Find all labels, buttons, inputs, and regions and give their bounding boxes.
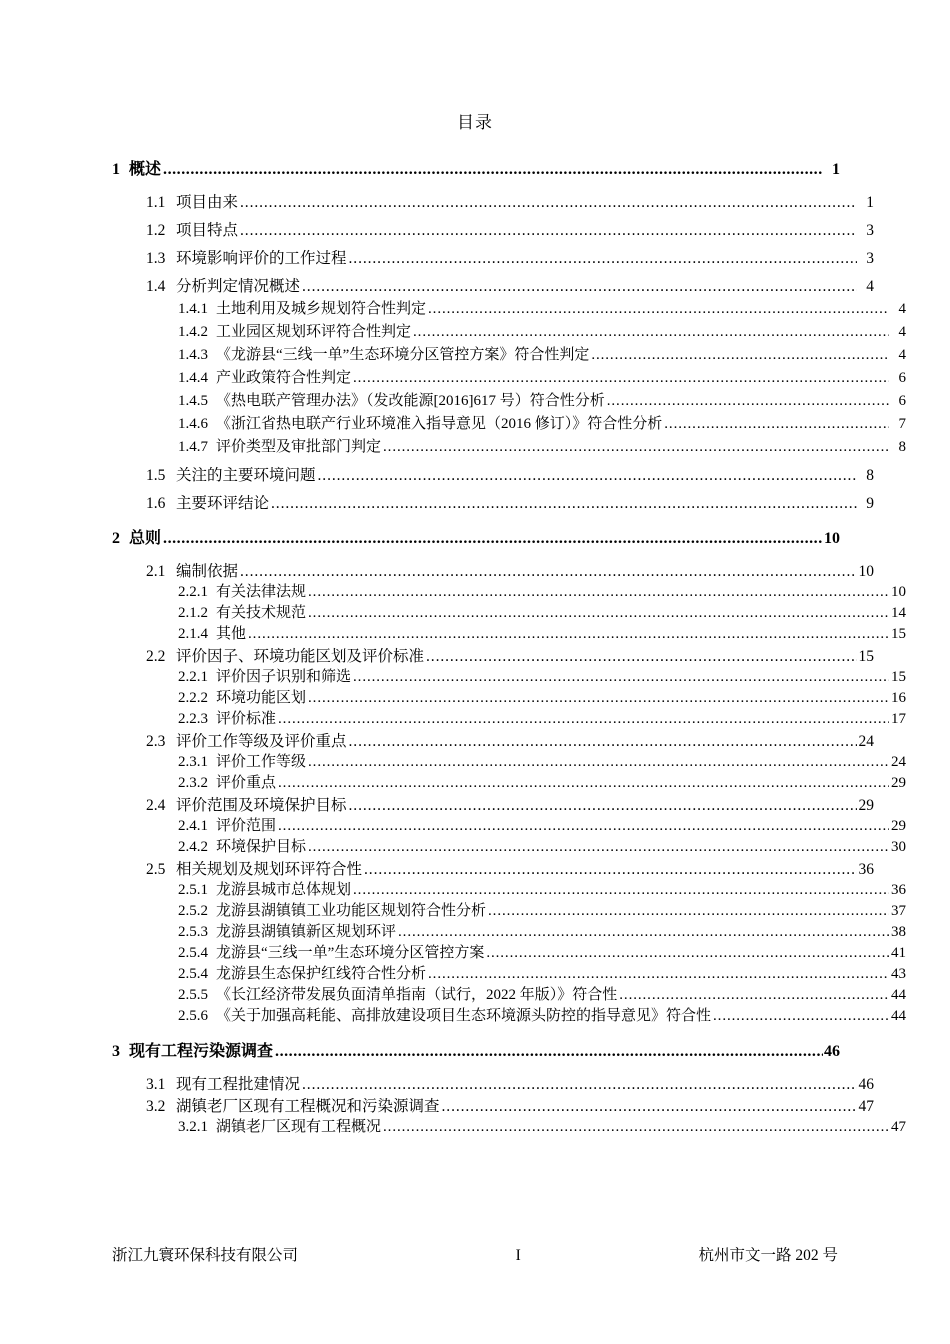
table-of-contents [112, 146, 906, 1135]
toc-entry-page-number: 3 [866, 221, 874, 239]
toc-entry-level-3[interactable] [178, 434, 906, 455]
toc-entry-level-3[interactable] [178, 342, 906, 363]
toc-leader-dots [271, 496, 857, 512]
toc-leader-dots [163, 162, 823, 178]
toc-leader-dots [428, 967, 889, 982]
toc-entry-level-3[interactable] [178, 834, 906, 855]
toc-entry-number: 1.4.5 [178, 393, 208, 409]
toc-entry-page-number: 6 [898, 370, 906, 386]
toc-leader-dots [486, 946, 889, 961]
toc-entry-level-3[interactable] [178, 940, 906, 961]
toc-entry-page-number: 47 [858, 1097, 874, 1115]
toc-entry-level-3[interactable] [178, 877, 906, 898]
toc-entry-number: 3 [112, 1043, 120, 1060]
toc-entry-page-number: 4 [866, 277, 874, 295]
toc-entry-label: 《龙游县“三线一单”生态环境分区管控方案》符合性判定 [216, 347, 590, 363]
toc-entry-label: 评价因子识别和筛选 [216, 669, 352, 685]
toc-entry-label: 项目特点 [176, 221, 239, 239]
footer-company-name: 浙江九寰环保科技有限公司 [112, 1247, 299, 1264]
toc-entry-label: 《关于加强高耗能、高排放建设项目生态环境源头防控的指导意见》符合性 [216, 1008, 712, 1024]
toc-entry-number: 1.4.1 [178, 301, 208, 317]
toc-entry-page-number: 1 [832, 161, 840, 178]
toc-entry-label: 评价工作等级 [216, 754, 307, 770]
toc-entry-label: 评价标准 [216, 711, 277, 727]
toc-leader-dots [364, 862, 857, 878]
toc-leader-dots [275, 1044, 823, 1060]
toc-entry-level-3[interactable] [178, 1003, 906, 1024]
toc-entry-number: 1.4 [146, 277, 166, 295]
toc-entry-page-number: 4 [898, 324, 906, 340]
toc-entry-number: 2.3.2 [178, 775, 208, 791]
toc-entry-label: 有关法律法规 [216, 584, 307, 600]
toc-entry-number: 1.2 [146, 221, 166, 239]
toc-entry-label: 龙游县城市总体规划 [216, 882, 352, 898]
toc-entry-number: 1.3 [146, 249, 166, 267]
toc-leader-dots [318, 468, 857, 484]
toc-leader-dots [398, 925, 889, 940]
toc-entry-level-2[interactable] [146, 272, 874, 294]
toc-entry-level-1[interactable] [112, 156, 840, 178]
toc-entry-label: 《长江经济带发展负面清单指南（试行，2022 年版）》符合性 [216, 987, 618, 1003]
toc-entry-page-number: 17 [891, 711, 906, 727]
toc-entry-number: 3.1 [146, 1075, 166, 1093]
toc-entry-label: 评价工作等级及评价重点 [176, 732, 347, 750]
toc-entry-page-number: 36 [891, 882, 906, 898]
toc-entry-page-number: 10 [891, 584, 906, 600]
toc-entry-page-number: 43 [891, 966, 906, 982]
toc-entry-number: 1.4.4 [178, 370, 208, 386]
toc-leader-dots [308, 755, 889, 770]
toc-entry-label: 《浙江省热电联产行业环境准入指导意见（2016 修订）》符合性分析 [216, 416, 663, 432]
toc-entry-label: 现有工程污染源调查 [129, 1043, 274, 1060]
toc-entry-label: 其他 [216, 626, 247, 642]
toc-entry-number: 2.2.2 [178, 690, 208, 706]
toc-entry-level-2[interactable] [146, 557, 874, 579]
toc-leader-dots [349, 251, 857, 267]
toc-entry-number: 2.2.1 [178, 669, 208, 685]
toc-entry-page-number: 44 [891, 1008, 906, 1024]
toc-entry-level-2[interactable] [146, 855, 874, 877]
toc-entry-page-number: 10 [824, 530, 840, 547]
toc-leader-dots [248, 627, 889, 642]
toc-entry-number: 2.5.1 [178, 882, 208, 898]
toc-entry-number: 1.4.2 [178, 324, 208, 340]
toc-entry-label: 相关规划及规划环评符合性 [176, 860, 363, 878]
toc-entry-level-3[interactable] [178, 365, 906, 386]
toc-entry-number: 1 [112, 161, 120, 178]
toc-leader-dots [278, 776, 889, 791]
toc-entry-page-number: 46 [858, 1075, 874, 1093]
toc-entry-label: 项目由来 [176, 193, 239, 211]
toc-entry-page-number: 29 [858, 796, 874, 814]
toc-entry-number: 2.4 [146, 796, 166, 814]
toc-entry-number: 2 [112, 530, 120, 547]
toc-leader-dots [383, 1120, 889, 1135]
toc-entry-page-number: 36 [858, 860, 874, 878]
toc-entry-page-number: 4 [898, 347, 906, 363]
toc-entry-page-number: 29 [891, 775, 906, 791]
toc-entry-level-3[interactable] [178, 813, 906, 834]
toc-entry-page-number: 15 [891, 669, 906, 685]
toc-entry-number: 2.3.1 [178, 754, 208, 770]
toc-entry-number: 2.2.1 [178, 584, 208, 600]
toc-leader-dots [488, 904, 889, 919]
toc-entry-page-number: 47 [891, 1119, 906, 1135]
toc-entry-level-2[interactable] [146, 1092, 874, 1114]
toc-entry-number: 3.2.1 [178, 1119, 208, 1135]
toc-entry-level-3[interactable] [178, 919, 906, 940]
toc-entry-page-number: 3 [866, 249, 874, 267]
toc-entry-number: 2.4.1 [178, 818, 208, 834]
toc-leader-dots [308, 585, 889, 600]
toc-entry-page-number: 14 [891, 605, 906, 621]
toc-entry-label: 产业政策符合性判定 [216, 370, 352, 386]
toc-entry-level-3[interactable] [178, 388, 906, 409]
toc-entry-level-3[interactable] [178, 898, 906, 919]
toc-entry-label: 评价重点 [216, 775, 277, 791]
toc-leader-dots [413, 325, 889, 340]
toc-entry-number: 2.2 [146, 647, 166, 665]
toc-entry-label: 环境功能区划 [216, 690, 307, 706]
toc-leader-dots [302, 279, 857, 295]
toc-entry-label: 评价类型及审批部门判定 [216, 439, 382, 455]
toc-leader-dots [349, 798, 857, 814]
toc-entry-label: 分析判定情况概述 [176, 277, 301, 295]
toc-entry-number: 2.5.5 [178, 987, 208, 1003]
toc-entry-page-number: 46 [824, 1043, 840, 1060]
toc-entry-number: 2.2.3 [178, 711, 208, 727]
toc-leader-dots [607, 394, 889, 409]
toc-entry-page-number: 7 [898, 416, 906, 432]
toc-entry-level-2[interactable] [146, 1070, 874, 1092]
toc-entry-label: 龙游县湖镇镇工业功能区规划符合性分析 [216, 903, 487, 919]
toc-entry-page-number: 4 [898, 301, 906, 317]
toc-entry-number: 2.5.3 [178, 924, 208, 940]
toc-entry-page-number: 15 [891, 626, 906, 642]
toc-entry-level-3[interactable] [178, 706, 906, 727]
toc-entry-level-3[interactable] [178, 770, 906, 791]
toc-leader-dots [353, 883, 889, 898]
toc-leader-dots [713, 1009, 889, 1024]
toc-entry-number: 2.5.2 [178, 903, 208, 919]
toc-entry-level-3[interactable] [178, 621, 906, 642]
toc-entry-level-2[interactable] [146, 489, 874, 511]
toc-entry-level-3[interactable] [178, 982, 906, 1003]
toc-entry-number: 2.5.4 [178, 966, 208, 982]
toc-entry-level-3[interactable] [178, 411, 906, 432]
toc-leader-dots [308, 691, 889, 706]
toc-entry-level-3[interactable] [178, 1114, 906, 1135]
toc-entry-label: 龙游县生态保护红线符合性分析 [216, 966, 427, 982]
toc-entry-page-number: 41 [891, 945, 906, 961]
toc-entry-level-1[interactable] [112, 1038, 840, 1060]
toc-entry-level-3[interactable] [178, 600, 906, 621]
toc-leader-dots [353, 371, 889, 386]
toc-entry-level-3[interactable] [178, 319, 906, 340]
toc-entry-label: 主要环评结论 [176, 494, 270, 512]
toc-entry-label: 现有工程批建情况 [176, 1075, 301, 1093]
toc-entry-label: 评价因子、环境功能区划及评价标准 [176, 647, 425, 665]
toc-entry-page-number: 16 [891, 690, 906, 706]
footer-page-number: I [515, 1247, 521, 1264]
toc-entry-label: 土地利用及城乡规划符合性判定 [216, 301, 427, 317]
toc-entry-page-number: 29 [891, 818, 906, 834]
toc-entry-number: 2.4.2 [178, 839, 208, 855]
toc-entry-number: 2.1 [146, 562, 166, 580]
toc-entry-label: 总则 [129, 530, 162, 547]
page-title: 目录 [457, 113, 493, 132]
toc-leader-dots [383, 440, 889, 455]
toc-entry-level-2[interactable] [146, 727, 874, 749]
toc-entry-number: 2.5.6 [178, 1008, 208, 1024]
toc-entry-level-1[interactable] [112, 525, 840, 547]
toc-entry-page-number: 44 [891, 987, 906, 1003]
toc-entry-level-2[interactable] [146, 461, 874, 483]
page-footer [112, 1243, 838, 1265]
toc-entry-level-2[interactable] [146, 216, 874, 238]
toc-leader-dots [163, 531, 823, 547]
toc-entry-label: 关注的主要环境问题 [176, 466, 316, 484]
toc-entry-number: 1.6 [146, 494, 166, 512]
footer-address: 杭州市文一路 202 号 [698, 1247, 838, 1264]
toc-entry-number: 2.1.4 [178, 626, 208, 642]
toc-entry-page-number: 1 [866, 193, 874, 211]
toc-entry-level-3[interactable] [178, 664, 906, 685]
toc-entry-page-number: 8 [898, 439, 906, 455]
toc-leader-dots [278, 712, 889, 727]
toc-leader-dots [308, 606, 889, 621]
toc-entry-label: 龙游县湖镇镇新区规划环评 [216, 924, 397, 940]
toc-entry-level-3[interactable] [178, 749, 906, 770]
toc-leader-dots [302, 1077, 857, 1093]
toc-entry-number: 1.5 [146, 466, 166, 484]
toc-entry-page-number: 38 [891, 924, 906, 940]
toc-leader-dots [442, 1099, 857, 1115]
toc-entry-level-3[interactable] [178, 961, 906, 982]
toc-entry-level-3[interactable] [178, 296, 906, 317]
toc-entry-number: 2.5.4 [178, 945, 208, 961]
toc-entry-number: 1.4.3 [178, 347, 208, 363]
toc-entry-label: 湖镇老厂区现有工程概况 [216, 1119, 382, 1135]
toc-entry-label: 龙游县“三线一单”生态环境分区管控方案 [216, 945, 485, 961]
toc-entry-page-number: 37 [891, 903, 906, 919]
toc-entry-number: 2.3 [146, 732, 166, 750]
toc-leader-dots [240, 564, 857, 580]
toc-entry-label: 概述 [129, 161, 162, 178]
toc-entry-page-number: 24 [858, 732, 874, 750]
toc-entry-number: 2.1.2 [178, 605, 208, 621]
toc-leader-dots [591, 348, 889, 363]
toc-entry-label: 湖镇老厂区现有工程概况和污染源调查 [176, 1097, 440, 1115]
toc-entry-number: 1.4.6 [178, 416, 208, 432]
toc-entry-page-number: 8 [866, 466, 874, 484]
toc-leader-dots [240, 195, 857, 211]
toc-entry-label: 评价范围 [216, 818, 277, 834]
toc-entry-number: 1.1 [146, 193, 166, 211]
toc-entry-page-number: 30 [891, 839, 906, 855]
toc-entry-page-number: 6 [898, 393, 906, 409]
toc-entry-level-3[interactable] [178, 579, 906, 600]
toc-entry-level-2[interactable] [146, 642, 874, 664]
toc-entry-level-2[interactable] [146, 188, 874, 210]
toc-entry-label: 环境保护目标 [216, 839, 307, 855]
toc-entry-label: 工业园区规划环评符合性判定 [216, 324, 412, 340]
toc-entry-label: 环境影响评价的工作过程 [176, 249, 347, 267]
toc-leader-dots [664, 417, 889, 432]
toc-entry-label: 有关技术规范 [216, 605, 307, 621]
toc-entry-number: 2.5 [146, 860, 166, 878]
toc-leader-dots [428, 302, 889, 317]
toc-entry-page-number: 10 [858, 562, 874, 580]
toc-leader-dots [278, 819, 889, 834]
toc-entry-level-2[interactable] [146, 791, 874, 813]
toc-entry-label: 编制依据 [176, 562, 239, 580]
toc-entry-label: 《热电联产管理办法》（发改能源[2016]617 号）符合性分析 [216, 393, 605, 409]
toc-leader-dots [240, 223, 857, 239]
toc-entry-level-2[interactable] [146, 244, 874, 266]
toc-entry-page-number: 15 [858, 647, 874, 665]
toc-entry-number: 1.4.7 [178, 439, 208, 455]
toc-leader-dots [426, 649, 857, 665]
toc-leader-dots [353, 670, 889, 685]
toc-entry-label: 评价范围及环境保护目标 [176, 796, 347, 814]
toc-entry-page-number: 24 [891, 754, 906, 770]
toc-leader-dots [349, 734, 857, 750]
toc-leader-dots [619, 988, 889, 1003]
toc-entry-level-3[interactable] [178, 685, 906, 706]
toc-entry-page-number: 9 [866, 494, 874, 512]
toc-entry-number: 3.2 [146, 1097, 166, 1115]
toc-leader-dots [308, 840, 889, 855]
